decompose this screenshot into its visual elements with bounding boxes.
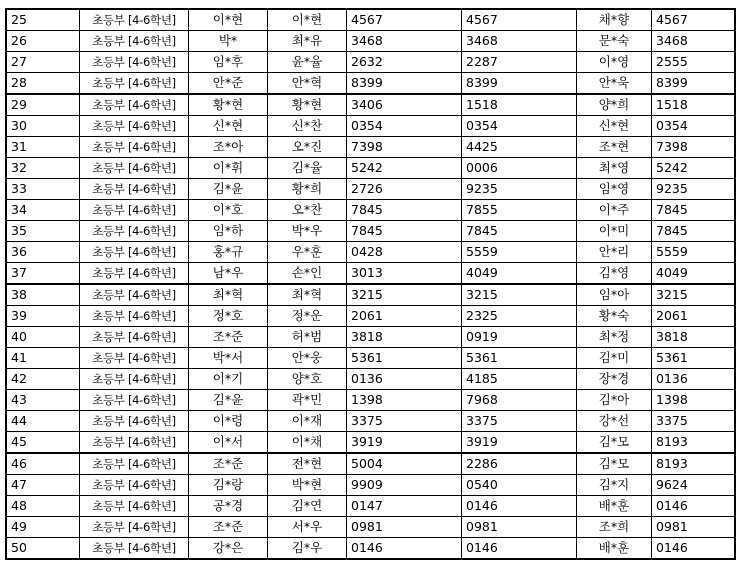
- row-number-cell: 45: [6, 432, 80, 454]
- table-row: [6, 52, 735, 73]
- code-2-cell: 0540: [462, 475, 577, 496]
- division-cell: 초등부 [4-6학년]: [80, 221, 189, 242]
- table-row: [6, 453, 735, 475]
- name-2-cell: 허*범: [268, 327, 347, 348]
- name-1-cell: 최*혁: [189, 284, 268, 306]
- name-3-cell: 김*지: [577, 475, 652, 496]
- name-1-cell: 조*준: [189, 327, 268, 348]
- name-2-cell: 전*현: [268, 453, 347, 475]
- name-3-cell: 문*숙: [577, 31, 652, 52]
- division-cell: 초등부 [4-6학년]: [80, 31, 189, 52]
- row-number-cell: 28: [6, 73, 80, 95]
- table-row: [6, 475, 735, 496]
- name-3-cell: 김*모: [577, 453, 652, 475]
- row-number-cell: 29: [6, 94, 80, 116]
- code-2-cell: 0919: [462, 327, 577, 348]
- code-1-cell: 9909: [347, 475, 462, 496]
- code-1-cell: 0146: [347, 538, 462, 560]
- row-number-cell: 33: [6, 179, 80, 200]
- code-1-cell: 0147: [347, 496, 462, 517]
- name-1-cell: 이*령: [189, 411, 268, 432]
- name-1-cell: 강*은: [189, 538, 268, 560]
- division-cell: 초등부 [4-6학년]: [80, 432, 189, 454]
- table-row: [6, 369, 735, 390]
- table-row: [6, 348, 735, 369]
- code-1-cell: 2632: [347, 52, 462, 73]
- code-3-cell: 9235: [652, 179, 736, 200]
- name-2-cell: 오*진: [268, 137, 347, 158]
- code-2-cell: 0006: [462, 158, 577, 179]
- name-1-cell: 남*우: [189, 263, 268, 285]
- name-2-cell: 이*현: [268, 9, 347, 31]
- name-3-cell: 김*미: [577, 348, 652, 369]
- code-2-cell: 1518: [462, 94, 577, 116]
- name-2-cell: 박*우: [268, 221, 347, 242]
- code-1-cell: 3406: [347, 94, 462, 116]
- name-3-cell: 안*리: [577, 242, 652, 263]
- name-1-cell: 안*준: [189, 73, 268, 95]
- name-1-cell: 이*기: [189, 369, 268, 390]
- row-number-cell: 50: [6, 538, 80, 560]
- code-2-cell: 7845: [462, 221, 577, 242]
- code-3-cell: 1518: [652, 94, 736, 116]
- division-cell: 초등부 [4-6학년]: [80, 137, 189, 158]
- name-2-cell: 신*찬: [268, 116, 347, 137]
- name-1-cell: 신*현: [189, 116, 268, 137]
- code-3-cell: 4049: [652, 263, 736, 285]
- division-cell: 초등부 [4-6학년]: [80, 327, 189, 348]
- code-3-cell: 2061: [652, 306, 736, 327]
- division-cell: 초등부 [4-6학년]: [80, 179, 189, 200]
- table-row: [6, 179, 735, 200]
- row-number-cell: 42: [6, 369, 80, 390]
- name-1-cell: 박*서: [189, 348, 268, 369]
- code-3-cell: 3818: [652, 327, 736, 348]
- code-3-cell: 3215: [652, 284, 736, 306]
- code-2-cell: 3468: [462, 31, 577, 52]
- table-row: [6, 432, 735, 454]
- code-2-cell: 2325: [462, 306, 577, 327]
- code-2-cell: 2286: [462, 453, 577, 475]
- code-2-cell: 3919: [462, 432, 577, 454]
- name-1-cell: 김*윤: [189, 390, 268, 411]
- code-1-cell: 3215: [347, 284, 462, 306]
- code-3-cell: 3375: [652, 411, 736, 432]
- division-cell: 초등부 [4-6학년]: [80, 158, 189, 179]
- code-2-cell: 4049: [462, 263, 577, 285]
- code-2-cell: 4185: [462, 369, 577, 390]
- code-3-cell: 5361: [652, 348, 736, 369]
- name-1-cell: 김*랑: [189, 475, 268, 496]
- code-2-cell: 7968: [462, 390, 577, 411]
- row-number-cell: 35: [6, 221, 80, 242]
- code-3-cell: 4567: [652, 9, 736, 31]
- code-1-cell: 0428: [347, 242, 462, 263]
- name-3-cell: 이*미: [577, 221, 652, 242]
- division-cell: 초등부 [4-6학년]: [80, 73, 189, 95]
- row-number-cell: 32: [6, 158, 80, 179]
- code-1-cell: 7398: [347, 137, 462, 158]
- name-2-cell: 김*우: [268, 538, 347, 560]
- code-2-cell: 9235: [462, 179, 577, 200]
- code-2-cell: 3375: [462, 411, 577, 432]
- table-row: [6, 116, 735, 137]
- table-body: [6, 9, 735, 559]
- name-1-cell: 김*윤: [189, 179, 268, 200]
- code-1-cell: 2061: [347, 306, 462, 327]
- table-row: [6, 306, 735, 327]
- name-1-cell: 박*: [189, 31, 268, 52]
- row-number-cell: 39: [6, 306, 80, 327]
- row-number-cell: 34: [6, 200, 80, 221]
- name-3-cell: 임*아: [577, 284, 652, 306]
- code-3-cell: 0146: [652, 496, 736, 517]
- name-3-cell: 김*아: [577, 390, 652, 411]
- code-1-cell: 0981: [347, 517, 462, 538]
- code-1-cell: 3818: [347, 327, 462, 348]
- division-cell: 초등부 [4-6학년]: [80, 453, 189, 475]
- name-1-cell: 이*호: [189, 200, 268, 221]
- name-2-cell: 우*훈: [268, 242, 347, 263]
- code-3-cell: 1398: [652, 390, 736, 411]
- code-3-cell: 5242: [652, 158, 736, 179]
- name-2-cell: 서*우: [268, 517, 347, 538]
- row-number-cell: 38: [6, 284, 80, 306]
- row-number-cell: 46: [6, 453, 80, 475]
- row-number-cell: 31: [6, 137, 80, 158]
- row-number-cell: 25: [6, 9, 80, 31]
- division-cell: 초등부 [4-6학년]: [80, 242, 189, 263]
- code-1-cell: 0354: [347, 116, 462, 137]
- division-cell: 초등부 [4-6학년]: [80, 263, 189, 285]
- row-number-cell: 30: [6, 116, 80, 137]
- table-row: [6, 284, 735, 306]
- name-2-cell: 양*호: [268, 369, 347, 390]
- code-2-cell: 0146: [462, 496, 577, 517]
- name-2-cell: 이*재: [268, 411, 347, 432]
- division-cell: 초등부 [4-6학년]: [80, 306, 189, 327]
- name-2-cell: 박*현: [268, 475, 347, 496]
- name-2-cell: 황*현: [268, 94, 347, 116]
- name-3-cell: 장*경: [577, 369, 652, 390]
- division-cell: 초등부 [4-6학년]: [80, 116, 189, 137]
- code-1-cell: 8399: [347, 73, 462, 95]
- name-1-cell: 임*후: [189, 52, 268, 73]
- division-cell: 초등부 [4-6학년]: [80, 369, 189, 390]
- table-row: [6, 327, 735, 348]
- code-1-cell: 7845: [347, 221, 462, 242]
- code-2-cell: 5361: [462, 348, 577, 369]
- row-number-cell: 44: [6, 411, 80, 432]
- row-number-cell: 37: [6, 263, 80, 285]
- division-cell: 초등부 [4-6학년]: [80, 517, 189, 538]
- code-3-cell: 5559: [652, 242, 736, 263]
- participant-table: [5, 8, 736, 560]
- code-2-cell: 0354: [462, 116, 577, 137]
- code-1-cell: 5361: [347, 348, 462, 369]
- name-2-cell: 안*혁: [268, 73, 347, 95]
- name-3-cell: 조*현: [577, 137, 652, 158]
- code-3-cell: 8193: [652, 453, 736, 475]
- name-3-cell: 김*영: [577, 263, 652, 285]
- name-2-cell: 최*유: [268, 31, 347, 52]
- code-3-cell: 0354: [652, 116, 736, 137]
- name-2-cell: 최*혁: [268, 284, 347, 306]
- row-number-cell: 47: [6, 475, 80, 496]
- name-2-cell: 안*웅: [268, 348, 347, 369]
- code-1-cell: 0136: [347, 369, 462, 390]
- code-3-cell: 8399: [652, 73, 736, 95]
- code-2-cell: 0146: [462, 538, 577, 560]
- row-number-cell: 48: [6, 496, 80, 517]
- code-3-cell: 7845: [652, 200, 736, 221]
- row-number-cell: 41: [6, 348, 80, 369]
- name-1-cell: 정*호: [189, 306, 268, 327]
- table-row: [6, 158, 735, 179]
- table-row: [6, 538, 735, 560]
- name-2-cell: 손*인: [268, 263, 347, 285]
- table-row: [6, 200, 735, 221]
- code-3-cell: 3468: [652, 31, 736, 52]
- name-1-cell: 이*서: [189, 432, 268, 454]
- name-2-cell: 윤*율: [268, 52, 347, 73]
- name-3-cell: 황*숙: [577, 306, 652, 327]
- name-3-cell: 배*훈: [577, 538, 652, 560]
- name-1-cell: 조*아: [189, 137, 268, 158]
- table-row: [6, 496, 735, 517]
- code-3-cell: 8193: [652, 432, 736, 454]
- table-row: [6, 390, 735, 411]
- table-row: [6, 73, 735, 95]
- name-2-cell: 곽*민: [268, 390, 347, 411]
- table-row: [6, 242, 735, 263]
- name-3-cell: 최*정: [577, 327, 652, 348]
- name-2-cell: 이*채: [268, 432, 347, 454]
- code-3-cell: 7845: [652, 221, 736, 242]
- code-2-cell: 8399: [462, 73, 577, 95]
- row-number-cell: 27: [6, 52, 80, 73]
- division-cell: 초등부 [4-6학년]: [80, 475, 189, 496]
- name-2-cell: 김*율: [268, 158, 347, 179]
- code-3-cell: 7398: [652, 137, 736, 158]
- division-cell: 초등부 [4-6학년]: [80, 411, 189, 432]
- table-row: [6, 31, 735, 52]
- name-1-cell: 이*휘: [189, 158, 268, 179]
- name-3-cell: 양*희: [577, 94, 652, 116]
- code-1-cell: 3468: [347, 31, 462, 52]
- name-1-cell: 홍*규: [189, 242, 268, 263]
- division-cell: 초등부 [4-6학년]: [80, 94, 189, 116]
- table-row: [6, 517, 735, 538]
- name-1-cell: 황*현: [189, 94, 268, 116]
- name-2-cell: 정*운: [268, 306, 347, 327]
- name-1-cell: 조*준: [189, 517, 268, 538]
- table-row: [6, 411, 735, 432]
- code-3-cell: 2555: [652, 52, 736, 73]
- code-1-cell: 3013: [347, 263, 462, 285]
- code-1-cell: 3919: [347, 432, 462, 454]
- code-1-cell: 5004: [347, 453, 462, 475]
- name-2-cell: 황*희: [268, 179, 347, 200]
- table-row: [6, 9, 735, 31]
- name-3-cell: 이*영: [577, 52, 652, 73]
- name-3-cell: 채*향: [577, 9, 652, 31]
- name-3-cell: 최*영: [577, 158, 652, 179]
- division-cell: 초등부 [4-6학년]: [80, 52, 189, 73]
- code-1-cell: 7845: [347, 200, 462, 221]
- code-1-cell: 3375: [347, 411, 462, 432]
- name-3-cell: 안*욱: [577, 73, 652, 95]
- name-1-cell: 임*하: [189, 221, 268, 242]
- code-1-cell: 4567: [347, 9, 462, 31]
- name-1-cell: 공*경: [189, 496, 268, 517]
- name-3-cell: 배*훈: [577, 496, 652, 517]
- code-2-cell: 7855: [462, 200, 577, 221]
- name-3-cell: 이*주: [577, 200, 652, 221]
- division-cell: 초등부 [4-6학년]: [80, 284, 189, 306]
- code-1-cell: 2726: [347, 179, 462, 200]
- name-3-cell: 강*선: [577, 411, 652, 432]
- name-3-cell: 신*현: [577, 116, 652, 137]
- name-2-cell: 김*연: [268, 496, 347, 517]
- name-2-cell: 오*찬: [268, 200, 347, 221]
- table-row: [6, 263, 735, 285]
- name-3-cell: 임*영: [577, 179, 652, 200]
- code-3-cell: 0981: [652, 517, 736, 538]
- division-cell: 초등부 [4-6학년]: [80, 538, 189, 560]
- row-number-cell: 26: [6, 31, 80, 52]
- row-number-cell: 49: [6, 517, 80, 538]
- division-cell: 초등부 [4-6학년]: [80, 9, 189, 31]
- row-number-cell: 43: [6, 390, 80, 411]
- table-row: [6, 221, 735, 242]
- code-3-cell: 9624: [652, 475, 736, 496]
- name-3-cell: 조*희: [577, 517, 652, 538]
- table-row: [6, 137, 735, 158]
- table-row: [6, 94, 735, 116]
- division-cell: 초등부 [4-6학년]: [80, 496, 189, 517]
- code-3-cell: 0146: [652, 538, 736, 560]
- code-1-cell: 5242: [347, 158, 462, 179]
- row-number-cell: 36: [6, 242, 80, 263]
- code-3-cell: 0136: [652, 369, 736, 390]
- division-cell: 초등부 [4-6학년]: [80, 200, 189, 221]
- row-number-cell: 40: [6, 327, 80, 348]
- division-cell: 초등부 [4-6학년]: [80, 390, 189, 411]
- code-2-cell: 4567: [462, 9, 577, 31]
- code-2-cell: 3215: [462, 284, 577, 306]
- name-1-cell: 조*준: [189, 453, 268, 475]
- code-2-cell: 5559: [462, 242, 577, 263]
- code-1-cell: 1398: [347, 390, 462, 411]
- code-2-cell: 2287: [462, 52, 577, 73]
- name-3-cell: 김*모: [577, 432, 652, 454]
- division-cell: 초등부 [4-6학년]: [80, 348, 189, 369]
- name-1-cell: 이*현: [189, 9, 268, 31]
- code-2-cell: 4425: [462, 137, 577, 158]
- code-2-cell: 0981: [462, 517, 577, 538]
